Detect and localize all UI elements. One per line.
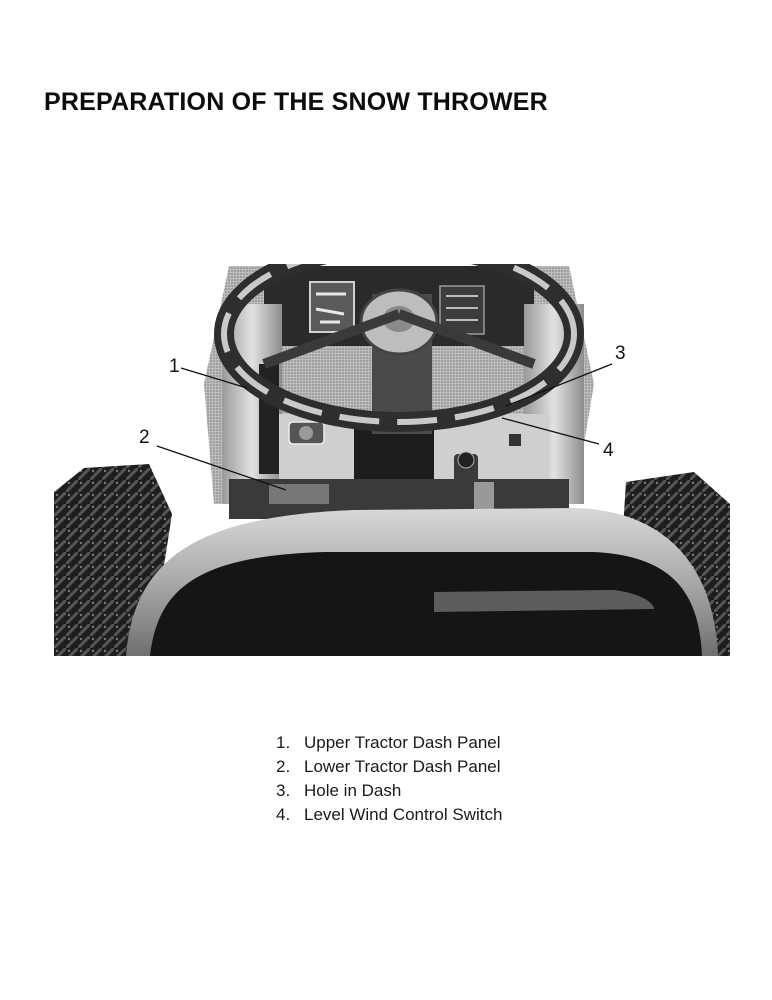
legend-label: Level Wind Control Switch — [304, 805, 503, 824]
legend-number: 4. — [276, 805, 291, 824]
legend-item — [276, 803, 502, 827]
callout-3: 3 — [615, 343, 626, 364]
legend-label: Upper Tractor Dash Panel — [304, 733, 501, 752]
callout-4: 4 — [603, 440, 614, 461]
legend-number: 2. — [276, 757, 291, 776]
page-title: PREPARATION OF THE SNOW THROWER — [44, 88, 548, 116]
tractor-dash-photo — [54, 264, 730, 656]
legend-item — [276, 755, 502, 779]
legend-item — [276, 779, 502, 803]
legend-item — [276, 731, 502, 755]
legend-number: 1. — [276, 733, 291, 752]
legend-number: 3. — [276, 781, 291, 800]
legend-label: Lower Tractor Dash Panel — [304, 757, 501, 776]
callout-1: 1 — [169, 356, 180, 377]
legend-label: Hole in Dash — [304, 781, 402, 800]
figure-legend — [276, 731, 502, 827]
callout-2: 2 — [139, 427, 150, 448]
